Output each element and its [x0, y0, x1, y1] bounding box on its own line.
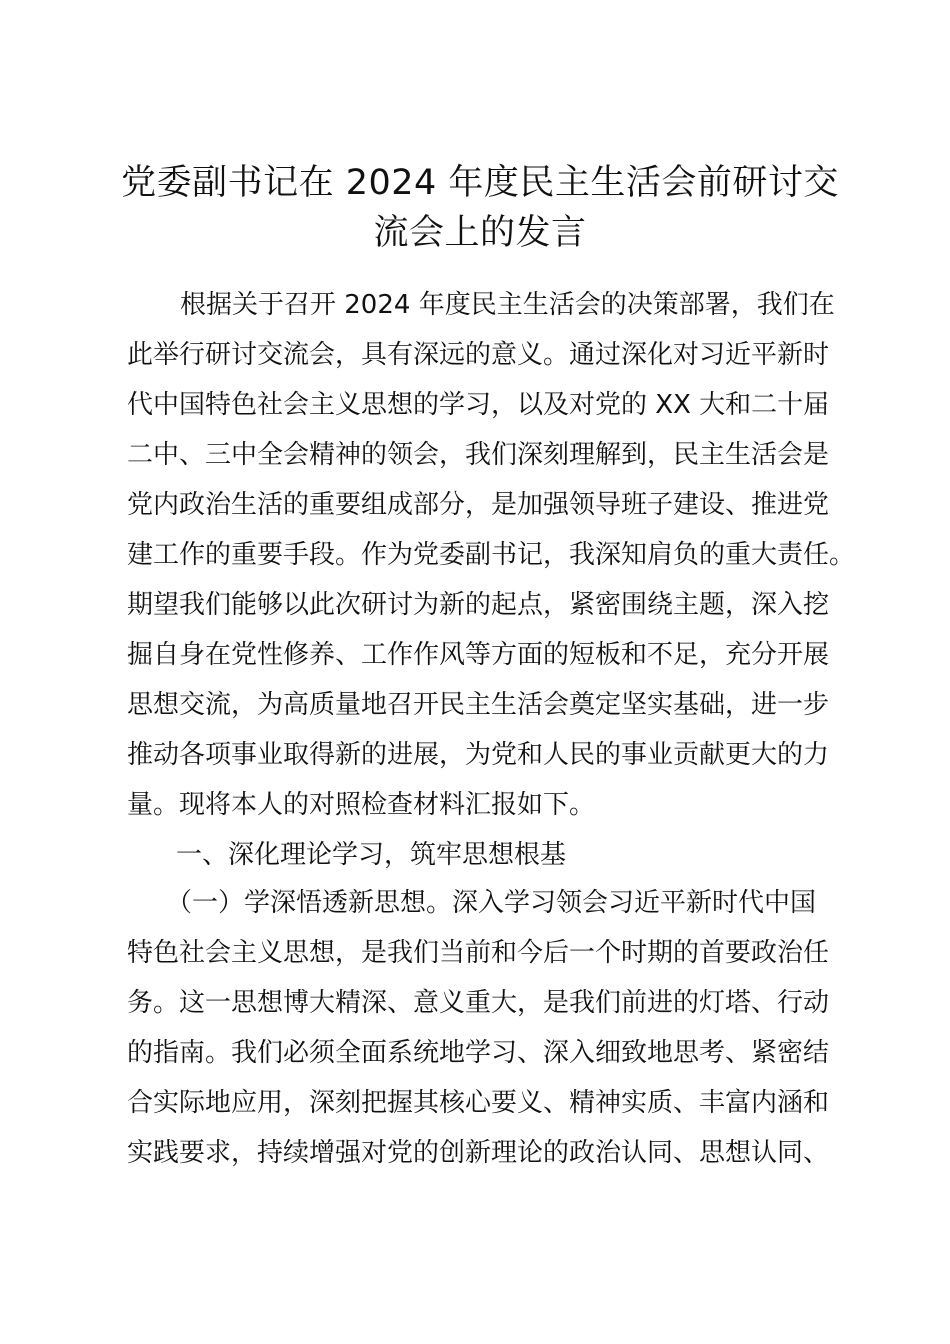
body-line: 此举行研讨交流会，具有深远的意义。通过深化对习近平新时	[127, 340, 830, 370]
subsection-line: 的指南。我们必须全面系统地学习、深入细致地思考、紧密结	[127, 1038, 830, 1068]
body-line: 量。现将本人的对照检查材料汇报如下。	[127, 790, 596, 820]
section-heading: 一、深化理论学习，筑牢思想根基	[176, 840, 567, 870]
body-line: 建工作的重要手段。作为党委副书记，我深知肩负的重大责任。	[127, 540, 856, 570]
body-line: 思想交流，为高质量地召开民主生活会奠定坚实基础，进一步	[127, 690, 830, 720]
subsection-line: 合实际地应用，深刻把握其核心要义、精神实质、丰富内涵和	[127, 1088, 830, 1118]
body-line: 推动各项事业取得新的进展，为党和人民的事业贡献更大的力	[127, 740, 830, 770]
body-line: 根据关于召开 2024 年度民主生活会的决策部署，我们在	[180, 290, 835, 320]
subsection-line: 务。这一思想博大精深、意义重大，是我们前进的灯塔、行动	[127, 988, 830, 1018]
subsection-line: 实践要求，持续增强对党的创新理论的政治认同、思想认同、	[127, 1138, 830, 1168]
body-line: 代中国特色社会主义思想的学习，以及对党的 XX 大和二十届	[127, 390, 830, 420]
body-line: 二中、三中全会精神的领会，我们深刻理解到，民主生活会是	[127, 440, 830, 470]
subsection-line: （一）学深悟透新思想。深入学习领会习近平新时代中国	[166, 888, 817, 918]
body-line: 掘自身在党性修养、工作作风等方面的短板和不足，充分开展	[127, 640, 830, 670]
subsection-line: 特色社会主义思想，是我们当前和今后一个时期的首要政治任	[127, 938, 830, 968]
title-line-2: 流会上的发言	[373, 213, 587, 253]
body-line: 期望我们能够以此次研讨为新的起点，紧密围绕主题，深入挖	[127, 590, 830, 620]
title-line-1: 党委副书记在 2024 年度民主生活会前研讨交	[121, 163, 839, 203]
body-line: 党内政治生活的重要组成部分，是加强领导班子建设、推进党	[127, 490, 830, 520]
document-title	[120, 158, 840, 258]
